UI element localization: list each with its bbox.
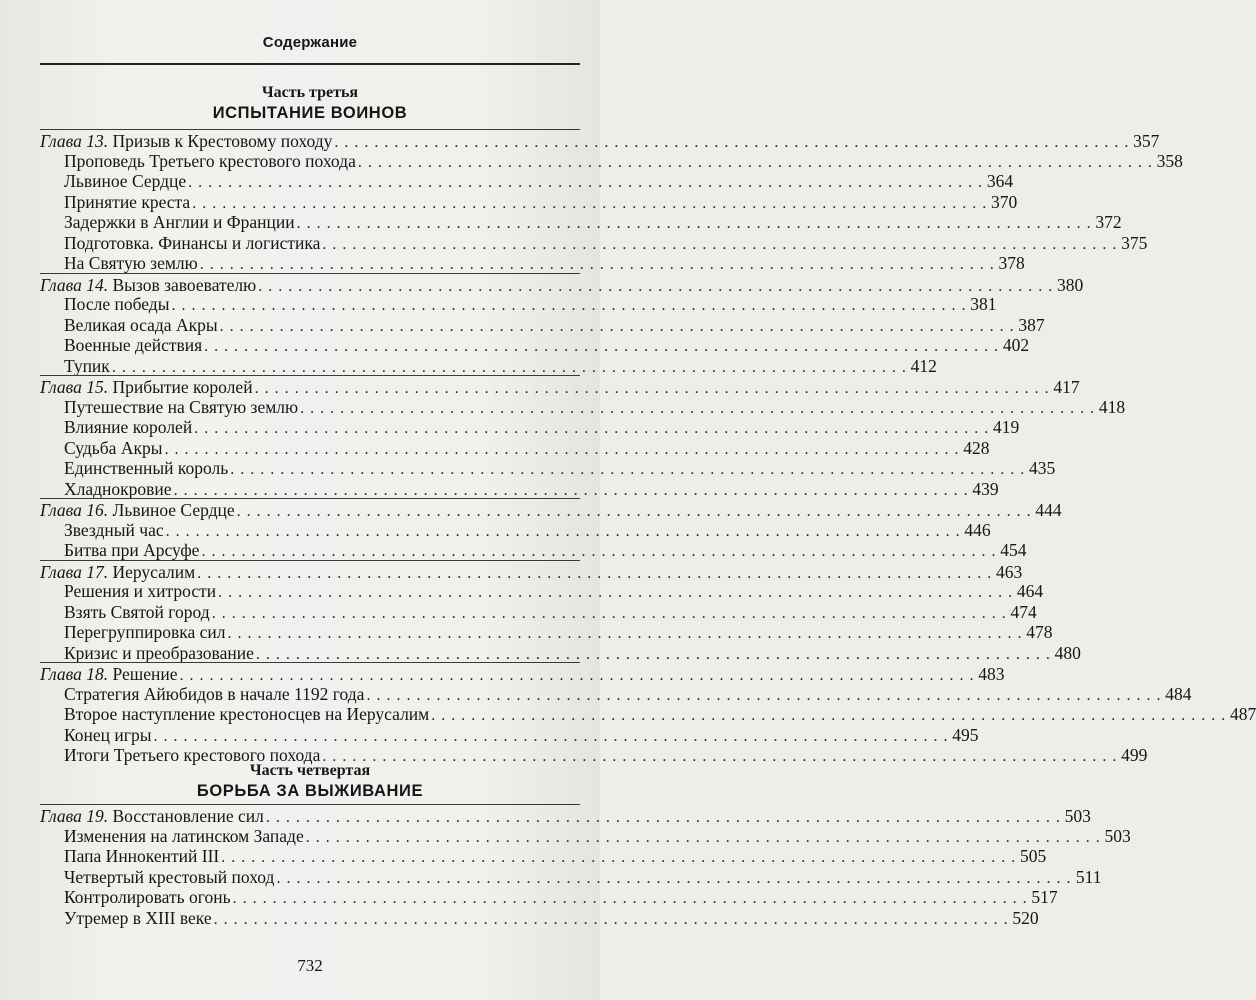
dot-leader: . . . . . . . . . . . . . . . . . . . . . . . . . . . . . . . . . . . . . . . . . . . . . . . . . . . . . . . . . . . . . . . . . . . . . . . . . . . . . . . . — [236, 503, 1032, 520]
dot-leader: . . . . . . . . . . . . . . . . . . . . . . . . . . . . . . . . . . . . . . . . . . . . . . . . . . . . . . . . . . . . . . . . . . . . . . . . . . . . . . . . — [300, 399, 1096, 417]
toc-section-row — [40, 703, 1256, 725]
chapter-label: Глава 15. — [40, 377, 109, 397]
toc-section-row — [40, 314, 1045, 336]
part3-label: Часть третья — [261, 84, 359, 101]
toc-section-row — [40, 355, 937, 377]
dot-leader: . . . . . . . . . . . . . . . . . . . . . . . . . . . . . . . . . . . . . . . . . . . . . . . . . . . . . . . . . . . . . . . . . . . . . . . . . . . . . . . . — [197, 564, 993, 582]
entry-title: Хладнокровие — [64, 478, 172, 499]
entry-page-number: 480 — [1054, 642, 1081, 663]
entry-page-number: 364 — [986, 171, 1014, 191]
entry-title: Тупик — [64, 355, 110, 376]
entry-page-number: 499 — [1121, 745, 1148, 765]
dot-leader: . . . . . . . . . . . . . . . . . . . . . . . . . . . . . . . . . . . . . . . . . . . . . . . . . . . . . . . . . . . . . . . . . . . . . . . . . . . . . . . . — [296, 215, 1092, 232]
toc-section-row — [40, 601, 1037, 623]
entry-page-number: 520 — [1012, 907, 1039, 928]
entry-page-number: 435 — [1029, 458, 1056, 478]
toc-section-row — [40, 211, 1122, 233]
dot-leader: . . . . . . . . . . . . . . . . . . . . . . . . . . . . . . . . . . . . . . . . . . . . . . . . . . . . . . . . . . . . . . . . . . . . . . . . . . . . . . . . — [232, 890, 1028, 907]
entry-title: Задержки в Англии и Франции — [64, 212, 295, 232]
entry-title: Взять Святой город — [64, 601, 210, 622]
entry-title: Перегруппировка сил — [64, 622, 226, 642]
entry-page-number: 484 — [1165, 683, 1192, 704]
dot-leader: . . . . . . . . . . . . . . . . . . . . . . . . . . . . . . . . . . . . . . . . . . . . . . . . . . . . . . . . . . . . . . . . . . . . . . . . . . . . . . . . — [211, 604, 1007, 622]
dot-leader: . . . . . . . . . . . . . . . . . . . . . . . . . . . . . . . . . . . . . . . . . . . . . . . . . . . . . . . . . . . . . . . . . . . . . . . . . . . . . . . . — [164, 440, 960, 458]
entry-title: Проповедь Третьего крестового похода — [64, 150, 356, 171]
dot-leader: . . . . . . . . . . . . . . . . . . . . . . . . . . . . . . . . . . . . . . . . . . . . . . . . . . . . . . . . . . . . . . . . . . . . . . . . . . . . . . . . — [322, 748, 1118, 765]
toc-section-row — [40, 825, 1131, 847]
toc-section-row — [40, 191, 1018, 213]
entry-title: Папа Иннокентий III — [64, 846, 220, 866]
entry-title: Путешествие на Святую землю — [64, 396, 299, 417]
dot-leader: . . . . . . . . . . . . . . . . . . . . . . . . . . . . . . . . . . . . . . . . . . . . . . . . . . . . . . . . . . . . . . . . . . . . . . . . . . . . . . . . — [153, 727, 949, 745]
toc-section-row — [40, 621, 1053, 643]
page-number: 732 — [297, 956, 323, 975]
dot-leader: . . . . . . . . . . . . . . . . . . . . . . . . . . . . . . . . . . . . . . . . . . . . . . . . . . . . . . . . . . . . . . . . . . . . . . . . . . . . . . . . — [213, 910, 1009, 928]
entry-title: Единственный король — [64, 458, 229, 478]
entry-page-number: 439 — [972, 478, 999, 499]
entry-page-number: 474 — [1010, 601, 1037, 622]
entry-title: Призыв к Крестовому походу — [112, 131, 333, 151]
dot-leader: . . . . . . . . . . . . . . . . . . . . . . . . . . . . . . . . . . . . . . . . . . . . . . . . . . . . . . . . . . . . . . . . . . . . . . . . . . . . . . . . — [204, 338, 1000, 355]
dot-leader: . . . . . . . . . . . . . . . . . . . . . . . . . . . . . . . . . . . . . . . . . . . . . . . . . . . . . . . . . . . . . . . . . . . . . . . . . . . . . . . . — [218, 584, 1014, 601]
entry-page-number: 483 — [978, 664, 1005, 684]
entry-title: На Святую землю — [64, 253, 198, 273]
toc-section-row — [40, 519, 991, 541]
entry-title: Битва при Арсуфе — [64, 540, 200, 560]
entry-page-number: 503 — [1064, 806, 1091, 826]
entry-title: Восстановление сил — [112, 806, 264, 826]
dot-leader: . . . . . . . . . . . . . . . . . . . . . . . . . . . . . . . . . . . . . . . . . . . . . . . . . . . . . . . . . . . . . . . . . . . . . . . . . . . . . . . . — [221, 849, 1017, 866]
toc-section-row — [40, 683, 1192, 705]
dot-leader: . . . . . . . . . . . . . . . . . . . . . . . . . . . . . . . . . . . . . . . . . . . . . . . . . . . . . . . . . . . . . . . . . . . . . . . . . . . . . . . . — [194, 420, 990, 437]
chapter-label: Глава 18. — [40, 664, 109, 684]
toc-section-row — [40, 150, 1183, 172]
entry-page-number: 387 — [1018, 314, 1045, 335]
chapter-label: Глава 16. — [40, 500, 109, 520]
dot-leader: . . . . . . . . . . . . . . . . . . . . . . . . . . . . . . . . . . . . . . . . . . . . . . . . . . . . . . . . . . . . . . . . . . . . . . . . . . . . . . . . — [230, 461, 1026, 478]
entry-title: Львиное Сердце — [64, 171, 187, 191]
part4-label: Часть четвертая — [249, 762, 371, 779]
entry-page-number: 511 — [1075, 866, 1102, 887]
entry-title: Контролировать огонь — [64, 887, 231, 907]
entry-title: Иерусалим — [112, 561, 196, 582]
toc-section-row — [40, 845, 1047, 867]
dot-leader: . . . . . . . . . . . . . . . . . . . . . . . . . . . . . . . . . . . . . . . . . . . . . . . . . . . . . . . . . . . . . . . . . . . . . . . . . . . . . . . . — [192, 194, 988, 212]
toc-section-row — [40, 478, 999, 500]
entry-page-number: 358 — [1156, 150, 1183, 171]
header-rule — [40, 63, 580, 65]
toc-section-row — [40, 416, 1020, 438]
toc-section-row — [40, 396, 1126, 418]
part4-title: БОРЬБА ЗА ВЫЖИВАНИЕ — [196, 782, 424, 800]
entry-title: Второе наступление крестоносцев на Иерусалим — [64, 704, 430, 724]
entry-title: Влияние королей — [64, 417, 193, 437]
entry-title: Судьба Акры — [64, 437, 163, 458]
entry-title: Конец игры — [64, 724, 152, 745]
part3-title: ИСПЫТАНИЕ ВОИНОВ — [212, 104, 408, 122]
entry-title: Вызов завоевателю — [112, 274, 257, 295]
entry-title: Стратегия Айюбидов в начале 1192 года — [64, 683, 365, 704]
entry-page-number: 370 — [990, 191, 1018, 212]
dot-leader: . . . . . . . . . . . . . . . . . . . . . . . . . . . . . . . . . . . . . . . . . . . . . . . . . . . . . . . . . . . . . . . . . . . . . . . . . . . . . . . . — [258, 277, 1054, 295]
dot-leader: . . . . . . . . . . . . . . . . . . . . . . . . . . . . . . . . . . . . . . . . . . . . . . . . . . . . . . . . . . . . . . . . . . . . . . . . . . . . . . . . — [255, 645, 1051, 663]
entry-page-number: 381 — [970, 294, 997, 314]
dot-leader: . . . . . . . . . . . . . . . . . . . . . . . . . . . . . . . . . . . . . . . . . . . . . . . . . . . . . . . . . . . . . . . . . . . . . . . . . . . . . . . . — [201, 543, 997, 560]
entry-page-number: 478 — [1026, 622, 1053, 642]
chapter-label: Глава 14. — [40, 274, 109, 295]
entry-page-number: 505 — [1020, 846, 1047, 866]
entry-title: Итоги Третьего крестового похода — [64, 745, 321, 765]
dot-leader: . . . . . . . . . . . . . . . . . . . . . . . . . . . . . . . . . . . . . . . . . . . . . . . . . . . . . . . . . . . . . . . . . . . . . . . . . . . . . . . . — [219, 317, 1015, 335]
entry-page-number: 487 — [1230, 704, 1256, 724]
toc-section-row — [40, 580, 1044, 602]
dot-leader: . . . . . . . . . . . . . . . . . . . . . . . . . . . . . . . . . . . . . . . . . . . . . . . . . . . . . . . . . . . . . . . . . . . . . . . . . . . . . . . . — [366, 686, 1162, 704]
dot-leader: . . . . . . . . . . . . . . . . . . . . . . . . . . . . . . . . . . . . . . . . . . . . . . . . . . . . . . . . . . . . . . . . . . . . . . . . . . . . . . . . — [171, 297, 967, 314]
entry-title: Львиное Сердце — [112, 500, 235, 520]
dot-leader: . . . . . . . . . . . . . . . . . . . . . . . . . . . . . . . . . . . . . . . . . . . . . . . . . . . . . . . . . . . . . . . . . . . . . . . . . . . . . . . . — [431, 707, 1227, 724]
entry-page-number: 412 — [910, 355, 937, 376]
toc-section-row — [40, 907, 1039, 929]
entry-page-number: 417 — [1053, 377, 1080, 397]
toc-section-row — [40, 539, 1027, 561]
entry-title: Изменения на латинском Западе — [64, 825, 304, 846]
dot-leader: . . . . . . . . . . . . . . . . . . . . . . . . . . . . . . . . . . . . . . . . . . . . . . . . . . . . . . . . . . . . . . . . . . . . . . . . . . . . . . . . — [305, 828, 1101, 846]
entry-page-number: 372 — [1095, 212, 1122, 232]
dot-leader: . . . . . . . . . . . . . . . . . . . . . . . . . . . . . . . . . . . . . . . . . . . . . . . . . . . . . . . . . . . . . . . . . . . . . . . . . . . . . . . . — [276, 869, 1072, 887]
entry-title: Решения и хитрости — [64, 581, 217, 601]
dot-leader: . . . . . . . . . . . . . . . . . . . . . . . . . . . . . . . . . . . . . . . . . . . . . . . . . . . . . . . . . . . . . . . . . . . . . . . . . . . . . . . . — [357, 153, 1153, 171]
toc-section-row — [40, 334, 1030, 356]
entry-page-number: 503 — [1104, 825, 1131, 846]
entry-title: Утремер в XIII веке — [64, 907, 212, 928]
dot-leader: . . . . . . . . . . . . . . . . . . . . . . . . . . . . . . . . . . . . . . . . . . . . . . . . . . . . . . . . . . . . . . . . . . . . . . . . . . . . . . . . — [322, 235, 1118, 253]
entry-page-number: 380 — [1057, 274, 1084, 295]
dot-leader: . . . . . . . . . . . . . . . . . . . . . . . . . . . . . . . . . . . . . . . . . . . . . . . . . . . . . . . . . . . . . . . . . . . . . . . . . . . . . . . . — [188, 174, 984, 191]
toc-section-row — [40, 642, 1081, 664]
dot-leader: . . . . . . . . . . . . . . . . . . . . . . . . . . . . . . . . . . . . . . . . . . . . . . . . . . . . . . . . . . . . . . . . . . . . . . . . . . . . . . . . — [173, 481, 969, 499]
toc-section-row — [40, 437, 990, 459]
toc-section-row — [40, 886, 1058, 908]
toc-section-row — [40, 170, 1014, 192]
entry-page-number: 357 — [1133, 131, 1160, 151]
running-header: Содержание — [262, 34, 358, 51]
toc-section-row — [40, 293, 997, 315]
entry-title: Четвертый крестовый поход — [64, 866, 275, 887]
entry-page-number: 464 — [1016, 581, 1044, 601]
dot-leader: . . . . . . . . . . . . . . . . . . . . . . . . . . . . . . . . . . . . . . . . . . . . . . . . . . . . . . . . . . . . . . . . . . . . . . . . . . . . . . . . — [165, 522, 961, 540]
entry-page-number: 517 — [1031, 887, 1058, 907]
entry-page-number: 419 — [992, 417, 1020, 437]
dot-leader: . . . . . . . . . . . . . . . . . . . . . . . . . . . . . . . . . . . . . . . . . . . . . . . . . . . . . . . . . . . . . . . . . . . . . . . . . . . . . . . . — [227, 625, 1023, 642]
dot-leader: . . . . . . . . . . . . . . . . . . . . . . . . . . . . . . . . . . . . . . . . . . . . . . . . . . . . . . . . . . . . . . . . . . . . . . . . . . . . . . . . — [199, 256, 995, 273]
entry-page-number: 463 — [995, 561, 1023, 582]
entry-page-number: 444 — [1035, 500, 1062, 520]
chapter-label: Глава 19. — [40, 806, 109, 826]
entry-page-number: 418 — [1098, 396, 1126, 417]
entry-title: Звездный час — [64, 519, 164, 540]
chapter-label: Глава 13. — [40, 131, 109, 151]
entry-title: Прибытие королей — [112, 377, 253, 397]
toc-section-row — [40, 252, 1025, 274]
entry-page-number: 454 — [1000, 540, 1027, 560]
entry-page-number: 446 — [964, 519, 991, 540]
entry-page-number: 428 — [963, 437, 990, 458]
entry-title: После победы — [64, 294, 170, 314]
dot-leader: . . . . . . . . . . . . . . . . . . . . . . . . . . . . . . . . . . . . . . . . . . . . . . . . . . . . . . . . . . . . . . . . . . . . . . . . . . . . . . . . — [111, 358, 907, 376]
entry-title: Решение — [112, 664, 178, 684]
chapter-label: Глава 17. — [40, 561, 109, 582]
entry-title: Подготовка. Финансы и логистика — [64, 232, 321, 253]
toc-section-row — [40, 866, 1102, 888]
dot-leader: . . . . . . . . . . . . . . . . . . . . . . . . . . . . . . . . . . . . . . . . . . . . . . . . . . . . . . . . . . . . . . . . . . . . . . . . . . . . . . . . — [179, 667, 975, 684]
toc-section-row — [40, 457, 1056, 479]
entry-page-number: 375 — [1121, 232, 1148, 253]
toc-section-row — [40, 232, 1148, 254]
entry-title: Принятие креста — [64, 191, 191, 212]
entry-page-number: 495 — [952, 724, 979, 745]
dot-leader: . . . . . . . . . . . . . . . . . . . . . . . . . . . . . . . . . . . . . . . . . . . . . . . . . . . . . . . . . . . . . . . . . . . . . . . . . . . . . . . . — [334, 134, 1130, 151]
entry-page-number: 378 — [998, 253, 1025, 273]
dot-leader: . . . . . . . . . . . . . . . . . . . . . . . . . . . . . . . . . . . . . . . . . . . . . . . . . . . . . . . . . . . . . . . . . . . . . . . . . . . . . . . . — [265, 809, 1061, 826]
entry-title: Великая осада Акры — [64, 314, 218, 335]
dot-leader: . . . . . . . . . . . . . . . . . . . . . . . . . . . . . . . . . . . . . . . . . . . . . . . . . . . . . . . . . . . . . . . . . . . . . . . . . . . . . . . . — [254, 380, 1050, 397]
toc-section-row — [40, 724, 979, 746]
entry-title: Военные действия — [64, 335, 203, 355]
entry-title: Кризис и преобразование — [64, 642, 254, 663]
entry-page-number: 402 — [1002, 335, 1030, 355]
